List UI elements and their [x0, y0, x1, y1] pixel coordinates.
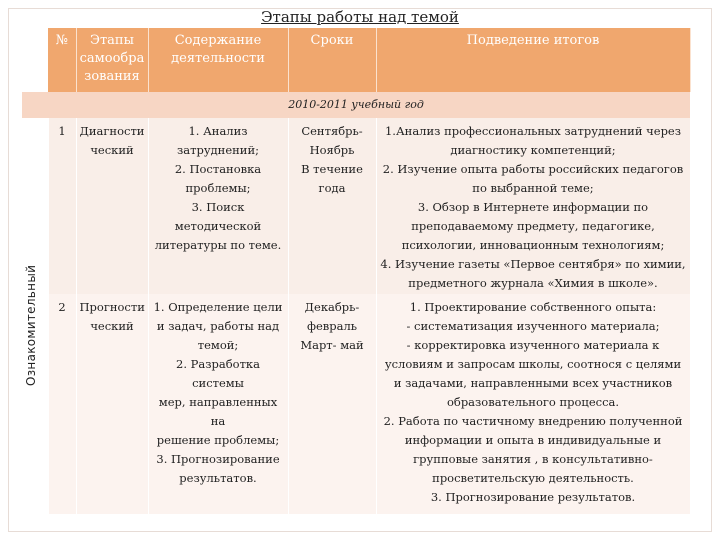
results-line: просветительскую деятельность.: [432, 471, 634, 485]
results-line: информации и опыта в индивидуальные и: [404, 433, 662, 447]
stage-group-label: Ознакомительный: [24, 264, 38, 386]
dates-line: Ноябрь: [309, 143, 355, 157]
dates-line: В течение: [301, 162, 363, 176]
content-line: методической: [174, 219, 262, 233]
content-line: литературы по теме.: [154, 238, 282, 252]
table-row: [22, 294, 690, 514]
content-line: темой;: [197, 338, 239, 352]
content-line: результатов.: [179, 471, 257, 485]
content-line: и задач, работы над: [156, 319, 280, 333]
content-line: 2. Разработка системы: [176, 357, 260, 390]
content-line: 1. Определение цели: [153, 300, 283, 314]
dates-line: февраль: [306, 319, 358, 333]
results-line: по выбранной теме;: [472, 181, 594, 195]
results-line: 4. Изучение газеты «Первое сентября» по химии,: [380, 257, 686, 271]
table-header-row: [22, 28, 690, 92]
header-blank: [22, 28, 48, 92]
row-content: [148, 118, 288, 294]
header-num: №: [48, 28, 76, 92]
row-stage: [76, 118, 148, 294]
results-line: предметного журнала «Химия в школе».: [408, 276, 658, 290]
dates-line: Сентябрь-: [301, 124, 363, 138]
content-line: 3. Поиск: [191, 200, 245, 214]
section-label: 2010-2011 учебный год: [22, 92, 690, 118]
results-line: групповые занятия , в консультативно-: [413, 452, 653, 466]
work-stages-table: [22, 28, 691, 514]
stage-line: Прогности: [79, 300, 145, 314]
header-content-line: деятельности: [171, 51, 265, 66]
row-dates: [288, 294, 376, 514]
table-row: [22, 118, 690, 294]
row-content: [148, 294, 288, 514]
section-row: [22, 92, 690, 118]
results-line: и задачами, направленными всех участников: [393, 376, 673, 390]
content-line: мер, направленных на: [158, 395, 278, 428]
results-line: 2. Изучение опыта работы российских педагогов: [382, 162, 684, 176]
header-content-line: Содержание: [174, 33, 262, 48]
row-results: [376, 118, 690, 294]
dates-line: Март- май: [300, 338, 364, 352]
stage-line: ческий: [90, 143, 134, 157]
row-num: 2: [48, 294, 76, 514]
content-line: проблемы;: [185, 181, 251, 195]
results-line: преподаваемому предмету, педагогике,: [411, 219, 655, 233]
row-results: [376, 294, 690, 514]
results-line: - систематизация изученного материала;: [406, 319, 660, 333]
results-line: - корректировка изученного материала к: [406, 338, 660, 352]
row-stage: [76, 294, 148, 514]
results-line: 2. Работа по частичному внедрению полученной: [383, 414, 683, 428]
header-stage: [76, 28, 148, 92]
row-dates: [288, 118, 376, 294]
content-line: решение проблемы;: [156, 433, 280, 447]
header-stage-line: самообра: [79, 51, 145, 66]
header-content: [148, 28, 288, 92]
dates-line: Декабрь-: [304, 300, 360, 314]
content-line: 1. Анализ: [188, 124, 248, 138]
results-line: 1.Анализ профессиональных затруднений через: [384, 124, 682, 138]
results-line: 1. Проектирование собственного опыта:: [409, 300, 657, 314]
header-results: Подведение итогов: [376, 28, 690, 92]
page-title: Этапы работы над темой: [261, 8, 459, 26]
header-dates: Сроки: [288, 28, 376, 92]
content-line: 2. Постановка: [174, 162, 262, 176]
results-line: диагностику компетенций;: [450, 143, 616, 157]
dates-line: года: [318, 181, 346, 195]
row-num: 1: [48, 118, 76, 294]
results-line: психологии, инновационным технологиям;: [401, 238, 665, 252]
results-line: 3. Прогнозирование результатов.: [430, 490, 636, 504]
header-stage-line: зования: [84, 69, 140, 84]
header-stage-line: Этапы: [90, 33, 134, 48]
results-line: условиям и запросам школы, соотнося с целями: [384, 357, 682, 371]
results-line: 3. Обзор в Интернете информации по: [417, 200, 649, 214]
content-line: 3. Прогнозирование: [156, 452, 280, 466]
stage-line: ческий: [90, 319, 134, 333]
results-line: образовательного процесса.: [446, 395, 620, 409]
content-line: затруднений;: [176, 143, 260, 157]
stage-line: Диагности: [79, 124, 145, 138]
